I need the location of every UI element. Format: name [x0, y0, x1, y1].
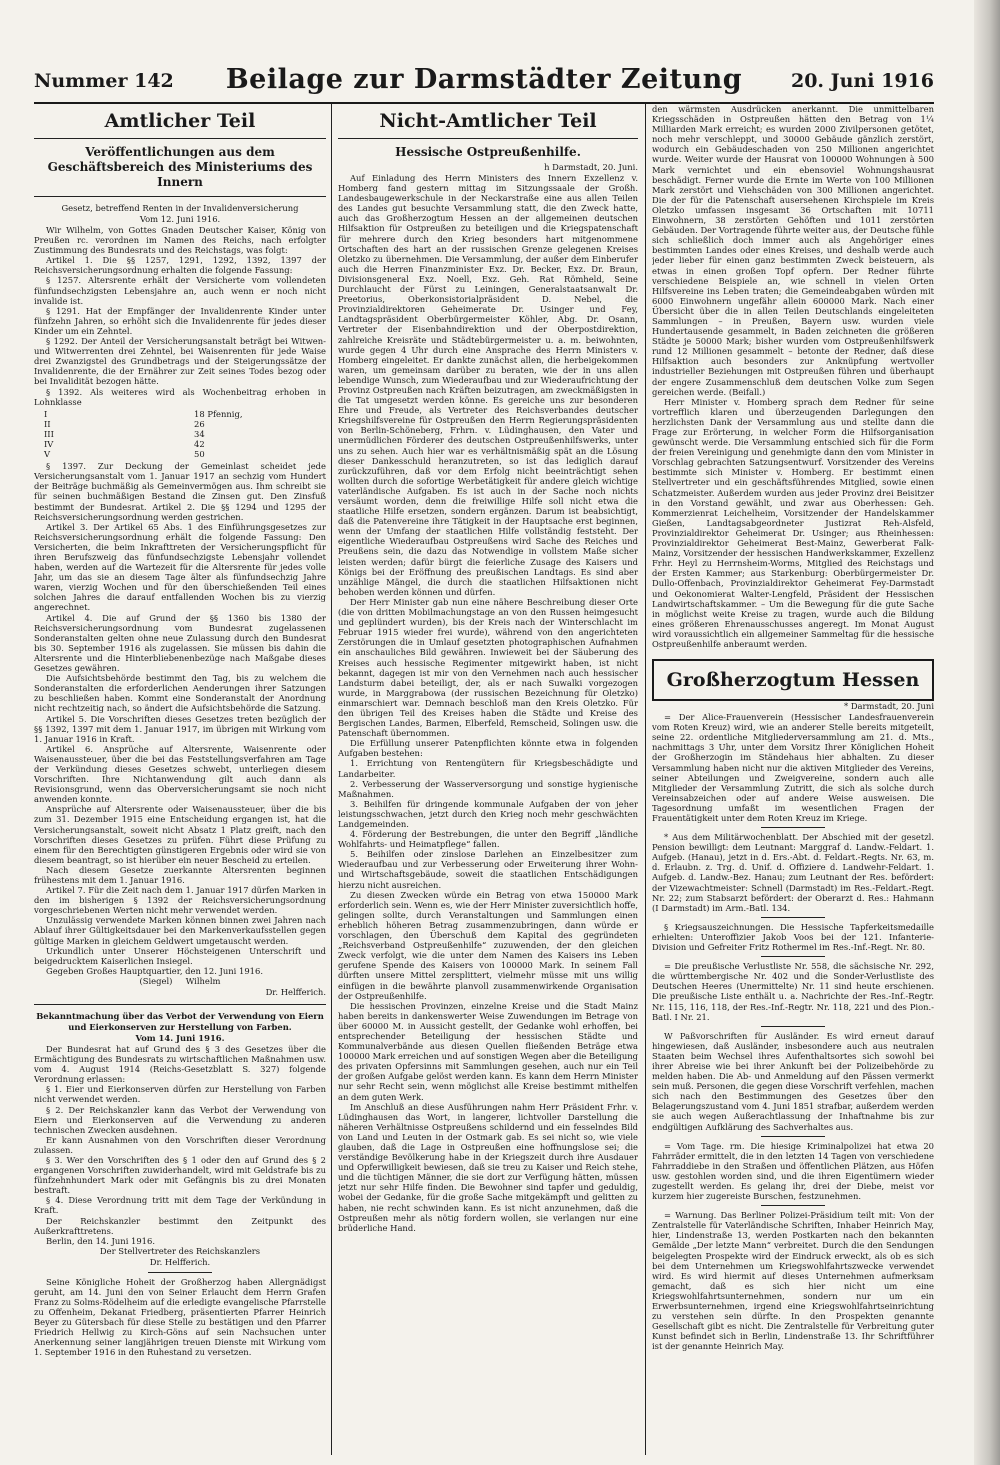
signatory-title: Der Stellvertreter des Reichskanzlers — [99, 1245, 261, 1256]
law-date: Vom 12. Juni 1916. — [139, 214, 221, 224]
divider — [761, 1136, 825, 1137]
paragraph: Herr Minister v. Homberg sprach dem Redner für seine vortrefflich klaren und überzeugenden Darlegungen den herzlichsten Dank der Versammlung aus und stellte dann die Frage zur Erörterung, in welcher Form die Hilfsorganisation gewünscht werde. Die Versammlung entschied sich für die Form der freien Vereinigung und genehmigte dann den vom Minister in Vorschlag gebrachten Satzungsentwurf. Vorsitzender des Vereins bestimmte sich Minister v. Homberg. Er bestimmt einen Stellvertreter und ein geschäftsführendes Mitglied, sowie einen Schatzmeister. Außerdem wurden aus jeder Provinz drei Beisitzer in den Vorstand gewählt, und zwar aus Oberhessen: Geh. Kommerzienrat Leichelheim, Vorsitzender der Handelskammer Gießen, Landtagsabgeordneter Justizrat Reh-Alsfeld, Provinzialdirektor Geheimerat Dr. Usinger; aus Rheinhessen: Provinzialdirektor Geheimerat Best-Mainz, Gewerberat Falk-Mainz, Vorsitzender der hessischen Handwerkskammer, Exzellenz Frhr. Heyl zu Herrnsheim-Worms, Mitglied des Reichstags und der Ersten Kammer; aus Starkenburg: Oberbürgermeister Dr. Dullo-Offenbach, Provinzialdirektor Geheimerat Fey-Darmstadt und Oekonomierat Walter-Lengfeld, Präsident der Hessischen Landwirtschaftskammer. – Um die Bewegung für die gute Sache in möglichst weite Kreise zu tragen, wurde auch die Bildung eines größeren Ehrenausschusses angeregt. Im Monat August wird voraussichtlich ein allgemeiner Sammeltag für die hessische Ostpreußenhilfe anberaumt werden. — [652, 396, 934, 649]
paragraph: Artikel 5. Die Vorschriften dieses Gesetzes treten bezüglich der §§ 1392, 1397 mit dem 1. Januar 1917, im übrigen mit Wirkung vom 1. Januar 1916 in Kraft. — [34, 713, 326, 744]
paragraph: Wir Wilhelm, von Gottes Gnaden Deutscher Kaiser, König von Preußen rc. verordnen im Namen des Reichs, nach erfolgter Zustimmung des Bundesrats und des Reichstags, was folgt: — [34, 225, 326, 256]
table-row: I 18 Pfennig, — [44, 408, 243, 419]
divider — [761, 956, 825, 957]
notice-date: Vom 14. Juni 1916. — [135, 1032, 225, 1043]
paragraph: Auf Einladung des Herrn Ministers des Innern Exzellenz v. Homberg fand gestern mittag im Sitzungssaale der Großh. Landesbaugewerkschule in der Neckarstraße eine aus allen Teilen des Landes gut besuchte Versammlung statt, die den Zweck hatte, auch das Großherzogtum Hessen an der allgemeinen deutschen Hilfsaktion für Ostpreußen zu beteiligen und die Kriegspatenschaft für mehrere durch den Krieg besonders hart mitgenommene Ortschaften des hart an der russischen Grenze gelegenen Kreises Oletzko zu übernehmen. Die Versammlung, der außer dem Einberufer auch die Herren Finanzminister Exz. Dr. Becker, Exz. Dr. Braun, Divisionsgeneral Exz. Noell, Exz. Geh. Rat Römheld, Seine Durchlaucht der Fürst zu Leiningen, Generalstaatsanwalt Dr. Preetorius, Oberkonsistorialpräsident D. Nebel, die Provinzialdirektoren Geheimerate Dr. Usinger und Fey, Landtagspräsident Oberbürgermeister Köhler, Abg. Dr. Osann, Vertreter der Eisenbahndirektion und der Oberpostdirektion, zahlreiche Kreisräte und Städtebürgermeister u. a. m. beiwohnten, wurde gegen 4 Uhr durch eine Ansprache des Herrn Ministers v. Homberg eingeleitet. Er dankte zunächst allen, die herbeigekommen waren, um gemeinsam darüber zu beraten, wie der in uns allen lebendige Wunsch, zum Wiederaufbau und zur Wiederaufrichtung der Provinz Ostpreußen nach Kräften beizutragen, am zweckmäßigsten in die Tat umgesetzt werden könne. Es gereiche uns zur besonderen Ehre und Freude, als Vertreter des Reichsverbandes deutscher Kriegshilfsvereine für Ostpreußen den Herrn Regierungspräsidenten von Berlin-Schöneberg, Frhrn. v. Lüdinghausen, den Vater und unermüdlichen Förderer des deutschen Ostpreußenhilfswerks, unter uns zu sehen. Auch hier war es verhältnismäßig spät an die Lösung dieser Dankesschuld heranzutreten, so ist das lediglich darauf zurückzuführen, daß vor dem Erfolg nicht beeinträchtigt sehen wollten durch die sofortige Werbetätigkeit für andere gleich wichtige vaterländische Aufgaben. Es ist auch in der Sache noch nichts versäumt worden, denn die freiwillige Hilfe soll nicht etwa die staatliche Hilfe ersetzen, sondern ergänzen. Darum ist beabsichtigt, daß die Patenvereine ihre Tätigkeit in der Hauptsache erst beginnen, wenn der Umfang der staatlichen Hilfe vollständig feststeht. Der eigentliche Wiederaufbau Ostpreußens wird Sache des Reiches und Preußens sein, die dazu das Notwendige in vollstem Maße sicher leisten werden; dafür bürgt die feierliche Zusage des Kaisers und Königs bei der Eröffnung des preußischen Landtags. Es sind aber unzählige Mängel, die durch die staatlichen Hilfsaktionen nicht behoben werden können und dürfen. — [338, 173, 638, 597]
paragraph: § 1291. Hat der Empfänger der Invalidenrente Kinder unter fünfzehn Jahren, so erhöht sich die Invalidenrente für jedes dieser Kinder um ein Zehntel. — [34, 305, 326, 336]
dateline: h Darmstadt, 20. Juni. — [544, 162, 638, 172]
divider — [148, 1272, 212, 1273]
paragraph: Seine Königliche Hoheit der Großherzog haben Allergnädigst geruht, am 14. Juni den von Seiner Erlaucht dem Herrn Grafen Franz zu Solms-Rödelheim auf die erledigte evangelische Pfarrstelle zu Offenheim, Dekanat Friedberg, präsentierten Pfarrer Heinrich Beyer zu Gütersbach für diese Stelle zu bestätigen und den Pfarrer Friedrich Hellwig zu Kirch-Göns auf sein Nachsuchen unter Anerkennung seiner langjährigen treuen Dienste mit Wirkung vom 1. September 1916 in den Ruhestand zu versetzen. — [34, 1276, 326, 1358]
column-rule-1 — [331, 104, 332, 1455]
paragraph: Nach diesem Gesetze zuerkannte Altersrenten beginnen frühestens mit dem 1. Januar 1916. — [34, 864, 326, 885]
divider — [34, 138, 326, 139]
notice-title: Bekanntmachung über das Verbot der Verwendung von Eiern und Eierkonserven zur Herstellung von Farben. — [36, 1010, 324, 1032]
table-row: II 26 — [44, 418, 205, 429]
paragraph: Zu diesen Zwecken würde ein Betrag von etwa 150000 Mark erforderlich sein. Wenn es, wie der Herr Minister zuversichtlich hoffe, gelingen sollte, durch Veranstaltungen und Sammlungen einen erheblich höheren Betrag zusammenzubringen, dann würde er vorschlagen, den Überschuß dem Kapital des gegründeten „Reichsverband Ostpreußenhilfe“ zuzuwenden, der den gleichen Zweck verfolgt, wie die unter dem Namen des Kaisers ins Leben gerufene Spende des Kaisers von 100000 Mark. In seinem Fall dürften unsere Mittel zersplittert, vielmehr müsse mit uns willig einfügen in die bewährte planvoll zusammenwirkende Organisation der Ostpreußenhilfe. — [338, 889, 638, 1001]
paragraph: Der Herr Minister gab nun eine nähere Beschreibung dieser Orte (die von dritten Mobilmachungstage an von den Russen heimgesucht und geplündert wurden), bis der Kreis nach der Winterschlacht im Februar 1915 wieder frei wurde), während von den angerichteten Zerstörungen die in Umlauf gesetzten photographischen Aufnahmen ein anschauliches Bild gewähren. Inwieweit bei der Säuberung des Kreises auch hessische Regimenter mitgewirkt haben, ist nicht bekannt, dagegen ist mir von den Vernehmen nach auch hessischer Landsturm dabei beteiligt, der, als er nach Suwalki vorgezogen wurde, in Marggrabowa (der russischen Bezeichnung für Oletzko) einmarschiert war. Demnach beschloß man den Kreis Oletzko. Für den übrigen Teil des Kreises haben die Städte und Kreise des Bergischen Landes, Barmen, Elberfeld, Remscheid, Solingen usw. die Patenschaft übernommen. — [338, 596, 638, 739]
list-item: 3. Beihilfen für dringende kommunale Aufgaben der von jeher leistungsschwachen, jetzt durch den Krieg noch mehr geschwächten Landgemeinden. — [338, 798, 638, 829]
divider — [338, 138, 638, 139]
issue-number: Nummer 142 — [34, 70, 174, 92]
list-item: 4. Förderung der Bestrebungen, die unter den Begriff „ländliche Wohlfahrts- und Heimatpflege“ fallen. — [338, 829, 638, 850]
law-title: Gesetz, betreffend Renten in der Invalidenversicherung — [61, 203, 299, 213]
masthead — [34, 64, 934, 104]
section-subheading: Veröffentlichungen aus dem Geschäftsbereich des Ministeriums des Innern — [47, 145, 313, 189]
paragraph: den wärmsten Ausdrücken anerkannt. Die unmittelbaren Kriegsschäden in Ostpreußen hätten den Betrag von 1¼ Milliarden Mark erreicht; es wurden 2000 Zivilpersonen getötet, noch mehr verschleppt, und 30000 Gebäude gänzlich zerstört, wodurch ein Gebäudeschaden von 250 Millionen angerichtet wurde. Weiter wurde der Hausrat von 100000 Wohnungen à 500 Mark vernichtet und ein ebensoviel Wohnungshausrat beschädigt. Ferner wurde die Ernte im Werte von 100 Millionen Mark zerstört und Viehschäden von 300 Millionen angerichtet. Die der für die Patenschaft ausersehenen Kirchspiele im Kreis Oletzko umfassen insgesamt 36 Ortschaften mit 10711 Einwohnern, 38 zerstörten Gehöften und 1011 zerstörten Gebäuden. Der Vortragende führte weiter aus, der Deutsche fühle sich schließlich doch immer auch als Angehöriger eines bestimmten Landes oder eines Kreises, und deshalb werde auch jeder lieber für einen ganz bestimmten Zweck beisteuern, als etwas in einen großen Topf opfern. Der Redner führte verschiedene Beispiele an, wie schnell in vielen Orten Hilfsvereine ins Leben traten; die Gemeindeabgaben würden mit 6000 Einwohnern ungefähr allein 600000 Mark. Nach einer Übersicht über die in allen Teilen Deutschlands eingeleiteten Sammlungen – in Preußen, Bayern usw. wurden viele Hundertausende gesammelt, in Baden zeichneten die größeren Städte je 50000 Mark; bisher wurden vom Ostpreußenhilfswerk rund 12 Millionen gesammelt – betonte der Redner, daß diese Hilfsaktion auch besonders zur Anknüpfung wertvoller industrieller Beziehungen mit Ostpreußen führen und überhaupt der engere Zusammenschluß dem deutschen Volke zum Segen gereichen werde. (Beifall.) — [652, 104, 934, 397]
paragraph: Die Aufsichtsbehörde bestimmt den Tag, bis zu welchem die Sonderanstalten die erforderlichen Aenderungen ihrer Satzungen zu beschließen haben. Kommt eine Sonderanstalt der Anordnung nicht rechtzeitig nach, so ändert die Aufsichtsbehörde die Satzung. — [34, 673, 326, 714]
news-item: § Kriegsauszeichnungen. Die Hessische Tapferkeitsmedaille erhielten: Unteroffizier Jakob Voos bei der 121. Infanterie-Division und Gefreiter Fritz Rothermel im Res.-Inf.-Regt. Nr. 80. — [652, 921, 934, 953]
divider — [761, 1026, 825, 1027]
divider — [761, 917, 825, 918]
paragraph: Artikel 7. Für die Zeit nach dem 1. Januar 1917 dürfen Marken in den im bisherigen § 1392 der Reichsversicherungsordnung vorgeschriebenen Werten nicht mehr verwendet werden. — [34, 885, 326, 916]
paragraph: Berlin, den 14. Juni 1916. — [46, 1235, 156, 1246]
section-heading: Nicht-Amtlicher Teil — [379, 110, 597, 132]
section-heading: Amtlicher Teil — [104, 110, 256, 132]
divider — [34, 196, 326, 197]
paragraph: Artikel 4. Die auf Grund der §§ 1360 bis 1380 der Reichsversicherungsordnung vom Bundesrat zugelassenen Sonderanstalten gelten ohne neue Zulassung durch den Bundesrat bis 30. September 1916 als zugelassen. Sie müssen bis dahin die Altersrente und die Hinterbliebenenbezüge nach Maßgabe dieses Gesetzes gewähren. — [34, 612, 326, 674]
paragraph: Der Bundesrat hat auf Grund des § 3 des Gesetzes über die Ermächtigung des Bundesrats zu wirtschaftlichen Maßnahmen usw. vom 4. August 1914 (Reichs-Gesetzblatt S. 327) folgende Verordnung erlassen: — [34, 1043, 326, 1085]
issue-date: 20. Juni 1916 — [790, 70, 934, 92]
paragraph: Gegeben Großes Hauptquartier, den 12. Juni 1916. — [46, 965, 263, 976]
paragraph: Urkundlich unter Unserer Höchsteigenen Unterschrift und beigedrucktem Kaiserlichen Insiegel. — [34, 945, 326, 966]
paragraph: Unzulässig verwendete Marken können binnen zwei Jahren nach Ablauf ihrer Gültigkeitsdauer bei den Markenverkaufsstellen gegen gültige Marken in gleichem Geldwert umgetauscht werden. — [34, 915, 326, 946]
contribution-table — [44, 409, 326, 459]
paragraph: § 2. Der Reichskanzler kann das Verbot der Verwendung von Eiern und Eierkonserven auf die Verwendung zu anderen technischen Zwecken ausdehnen. — [34, 1104, 326, 1135]
list-item: 1. Errichtung von Rentengütern für Kriegsbeschädigte und Landarbeiter. — [338, 758, 638, 779]
news-item: = Die preußische Verlustliste Nr. 558, die sächsische Nr. 292, die württembergische Nr. 402 und die Sonder-Verlustliste des Deutschen Heeres (Unermittelte) Nr. 11 sind heute erschienen. Die preußische Liste enthält u. a. Nachrichte der Res.-Inf.-Regtr. Nr. 115, 116, 118, der Res.-Inf.-Regtr. Nr. 118, 221 und des Pion.-Batl. I Nr. 21. — [652, 961, 934, 1022]
signatory-name: Dr. Helfferich. — [149, 1256, 211, 1267]
paragraph: § 1397. Zur Deckung der Gemeinlast scheidet jede Versicherungsanstalt vom 1. Januar 1917 an sechzig vom Hundert der Beiträge buchmäßig als Gemeinvermögen aus. Ihm schreibt sie für seinen buchmäßigen Bestand die Zinsen gut. Den Zinsfuß bestimmt der Bundesrat. Artikel 2. Die §§ 1294 und 1295 der Reichsversicherungsordnung werden gestrichen. — [34, 461, 326, 522]
paragraph: § 4. Diese Verordnung tritt mit dem Tage der Verkündung in Kraft. — [34, 1195, 326, 1216]
list-item: 2. Verbesserung der Wasserversorgung und sonstige hygienische Maßnahmen. — [338, 778, 638, 799]
divider — [761, 1205, 825, 1206]
regional-news-box — [652, 659, 934, 701]
section-heading: Großherzogtum Hessen — [666, 669, 920, 692]
paragraph: Er kann Ausnahmen von den Vorschriften dieser Verordnung zulassen. — [34, 1134, 326, 1155]
paragraph: Im Anschluß an diese Ausführungen nahm Herr Präsident Frhr. v. Lüdinghausen das Wort, in langerer, lichtvoller Darstellung die näheren Verhältnisse Ostpreußens schildernd und ein fesselndes Bild von Land und Leuten in der Ostmark gab. Es sei nicht so, wie viele glauben, daß die Lage in Ostpreußen eine hoffnungslose sei; die verständige Bevölkerung habe in der Kriegszeit durch ihre Ausdauer und Opferwilligkeit bewiesen, daß sie treu zu Kaiser und Reich stehe, und die tüchtigen Männer, die sie dort zur Verfügung hätten, müssen jetzt nur sehr Hilfe finden. Die Bewohner sind tapfer und geduldig, wobei der Gedanke, für die große Sache mitgekämpft und gelitten zu haben, nie recht schwinden kann. Es ist nicht anzunehmen, daß die Ostpreußen mehr als nötig fordern wollen, sie verlangen nur eine brüderliche Hand. — [338, 1101, 638, 1233]
news-item: = Der Alice-Frauenverein (Hessischer Landesfrauenverein vom Roten Kreuz) wird, wie an anderer Stelle bereits mitgeteilt, seine 22. ordentliche Mitgliederversammlung am 21. d. Mts., nachmittags 3 Uhr, unter dem Vorsitz Ihrer Königlichen Hoheit der Großherzogin im Ständehaus hier abhalten. Zu dieser Versammlung haben nicht nur die aktiven Mitglieder des Vereins, seiner Abteilungen und Zweigvereine, sondern auch alle Mitglieder der Versammlung Zutritt, die sich als solche durch Vereinsabzeichen oder auf andere Weise ausweisen. Die Tagesordnung umfaßt im wesentlichen Fragen der Frauentätigkeit unter dem Roten Kreuz im Kriege. — [652, 712, 934, 823]
paragraph: § 1257. Altersrente erhält der Versicherte vom vollendeten fünfundsechzigsten Lebensjahre an, auch wenn er noch nicht invalide ist. — [34, 275, 326, 306]
counter-signature: Dr. Helfferich. — [265, 986, 326, 997]
paragraph: Artikel 6. Ansprüche auf Altersrente, Waisenrente oder Waisenaussteuer, über die bei das Feststellungsverfahren am Tage der Verkündung dieses Gesetzes schwebt, unterliegen diesem Vorschriften. Ihre Nichtanwendung gilt auch dann als Revisionsgrund, wenn das Oberversicherungsamt sie noch nicht anwenden konnte. — [34, 743, 326, 805]
column-nonofficial — [338, 104, 638, 1465]
table-row: IV 42 — [44, 438, 205, 449]
news-item: W Paßvorschriften für Ausländer. Es wird erneut darauf hingewiesen, daß Ausländer, insbesondere auch aus neutralen Staaten beim Wechsel ihres Aufenthaltsortes sich sowohl bei ihrer Abreise wie bei ihrer Ankunft bei der Polizeibehörde zu melden haben. Die Ab- und Anmeldung auf den Pässen vermerkt sein muß. Personen, die gegen diese Vorschrift verfehlen, machen sich nach den Bestimmungen des Gesetzes über den Belagerungszustand vom 4. Juni 1851 strafbar, außerdem werden sie auch wegen Außerachtlassung der Inhaftnahme bis zur endgültigen Aufklärung des Sachverhaltes aus. — [652, 1030, 934, 1132]
list-item: 5. Beihilfen oder zinslose Darlehen an Einzelbesitzer zum Wiederaufbau und zur Verbesserung oder Erweiterung ihrer Wohn- und Wirtschaftsgebäude, soweit die staatlichen Entschädigungen hierzu nicht ausreichen. — [338, 849, 638, 890]
paragraph: Die hessischen Provinzen, einzelne Kreise und die Stadt Mainz haben bereits in dankenswerter Weise Zuwendungen im Betrage von über 60000 M. in Aussicht gestellt, der Gedanke wohl erhoffen, bei entsprechender Beteiligung der hessischen Städte und Kommunalverbände aus diesen Quellen fließenden Beträge etwa 100000 Mark erreichen und auf sonstigen Wegen aber die Beteiligung des privaten Opfersinns mit Sammlungen gesehen, auch nur ein Teil der großen Aufgabe gelöst werden kann. Es kann dem Herrn Minister nur sehr Recht sein, wenn möglichst alle Kreise bestimmt mithelfen an dem guten Werk. — [338, 1000, 638, 1102]
news-item: * Aus dem Militärwochenblatt. Der Abschied mit der gesetzl. Pension bewilligt: dem Leutnant: Marggraf d. Landw.-Feldart. 1. Aufgeb. (Hanau), jetzt in d. Ers.-Abt. d. Feldart.-Regts. Nr. 63, m. d. Erlaubn. z. Trg. d. Unif. d. Offiziere d. Landwehr-Feldart. 1. Aufgeb. d. Landw.-Bez. Hanau; zum Leutnant der Res. befördert: der Vizewachtmeister: Schnell (Darmstadt) im Res.-Feldart.-Regt. Nr. 22; zum Stabsarzt befördert: der Oberarzt d. Res.: Hahmann (I Darmstadt) im Arm.-Batl. 134. — [652, 832, 934, 913]
article-title: Hessische Ostpreußenhilfe. — [395, 145, 581, 159]
table-row: III 34 — [44, 428, 205, 439]
dateline: * Darmstadt, 20. Juni — [843, 701, 934, 712]
paragraph: § 1392. Als weiteres wird als Wochenbeitrag erhoben in Lohnklasse — [34, 386, 326, 407]
paragraph: § 3. Wer den Vorschriften des § 1 oder den auf Grund des § 2 ergangenen Vorschriften zuwiderhandelt, wird mit Geldstrafe bis zu fünfzehnhundert Mark oder mit Gefängnis bis zu drei Monaten bestraft. — [34, 1154, 326, 1196]
table-row: V 50 — [44, 449, 205, 460]
column-rule-2 — [645, 104, 646, 1455]
paragraph: § 1. Eier und Eierkonserven dürfen zur Herstellung von Farben nicht verwendet werden. — [34, 1084, 326, 1105]
paragraph: Artikel 3. Der Artikel 65 Abs. 1 des Einführungsgesetzes zur Reichsversicherungsordnung erhält die folgende Fassung: Den Versicherten, die beim Inkrafttreten der Versicherungspflicht für ihren Berufszweig das fünfundsechzigste Lebensjahr vollendet haben, werden auf die Wartezeit für die Altersrente für jedes volle Jahr, um das sie an diesem Tage älter als fünfundsechzig Jahre waren, vierzig Wochen und für den überschießenden Teil eines solchen Jahres die darauf entfallenden Wochen bis zu vierzig angerechnet. — [34, 521, 326, 613]
paragraph: Der Reichskanzler bestimmt den Zeitpunkt des Außerkrafttretens. — [34, 1215, 326, 1236]
news-item: = Warnung. Das Berliner Polizei-Präsidium teilt mit: Von der Zentralstelle für Vaterländische Schriften, Inhaber Heinrich May, hier, Lindenstraße 13, werden Postkarten nach den bekannten Gemälde „Der letzte Mann“ verbreitet. Durch die den Sendungen beigelegten Prospekte wird der Eindruck erweckt, als ob es sich bei dem Unternehmen um Kriegswohlfahrtszwecke verwendet wird. Es wird hiermit auf dieses Unternehmen aufmerksam gemacht, daß es sich hier nicht um eine Kriegswohlfahrtsunternehmen, sondern nur um ein Erwerbsunternehmen, irgend eine Kriegswohlfahrtseinrichtung zu verstehen sein dürfte. In den Prospekten genannte Gesellschaft gibt es nicht. Die Zentralstelle für Verbreitung guter Kunst befindet sich in Berlin, Lindenstraße 13. Ihr Schriftführer ist der genannte Heinrich May. — [652, 1210, 934, 1352]
news-item: = Vom Tage. rm. Die hiesige Kriminalpolizei hat etwa 20 Fahrräder ermittelt, die in den letzten 14 Tagen von verschiedene Fahrraddiebe in den Straßen und öffentlichen Plätzen, aus Höfen usw. gestohlen worden sind, und die ihren Eigentümern wieder zugestellt werden. Es gelang ihr, drei der Diebe, meist vor kurzem hier zugereiste Burschen, festzunehmen. — [652, 1140, 934, 1202]
column-official — [34, 104, 326, 1465]
seal-and-signature: (Siegel) Wilhelm — [139, 975, 221, 986]
column-three — [652, 104, 934, 1465]
divider — [34, 1004, 326, 1005]
paragraph: § 1292. Der Anteil der Versicherungsanstalt beträgt bei Witwen- und Witwerrenten drei Zehntel, bei Waisenrenten für jede Waise drei Zwanzigstel des Grundbetrags und der Steigerungssätze der Invalidenrente, die der Ernährer zur Zeit seines Todes bezog oder bei Invalidität bezogen hätte. — [34, 336, 326, 387]
paragraph: Ansprüche auf Altersrente oder Waisenaussteuer, über die bis zum 31. Dezember 1915 eine Entscheidung ergangen ist, hat die Versicherungsanstalt, soweit nicht Absatz 1 Platz greift, nach den Vorschriften dieses Gesetzes zu prüfen. Führt diese Prüfung zu einem für den Berechtigten günstigeren Ergebnis oder wird sie von diesem beantragt, so ist hierüber ein neuer Bescheid zu erteilen. — [34, 804, 326, 865]
paragraph: Die Erfüllung unserer Patenpflichten könnte etwa in folgenden Aufgaben bestehen: — [338, 738, 638, 759]
paragraph: Artikel 1. Die §§ 1257, 1291, 1292, 1392, 1397 der Reichsversicherungsordnung erhalten die folgende Fassung: — [34, 255, 326, 276]
newspaper-title: Beilage zur Darmstädter Zeitung — [225, 64, 743, 95]
divider — [761, 827, 825, 828]
page-edge — [974, 0, 1000, 1465]
